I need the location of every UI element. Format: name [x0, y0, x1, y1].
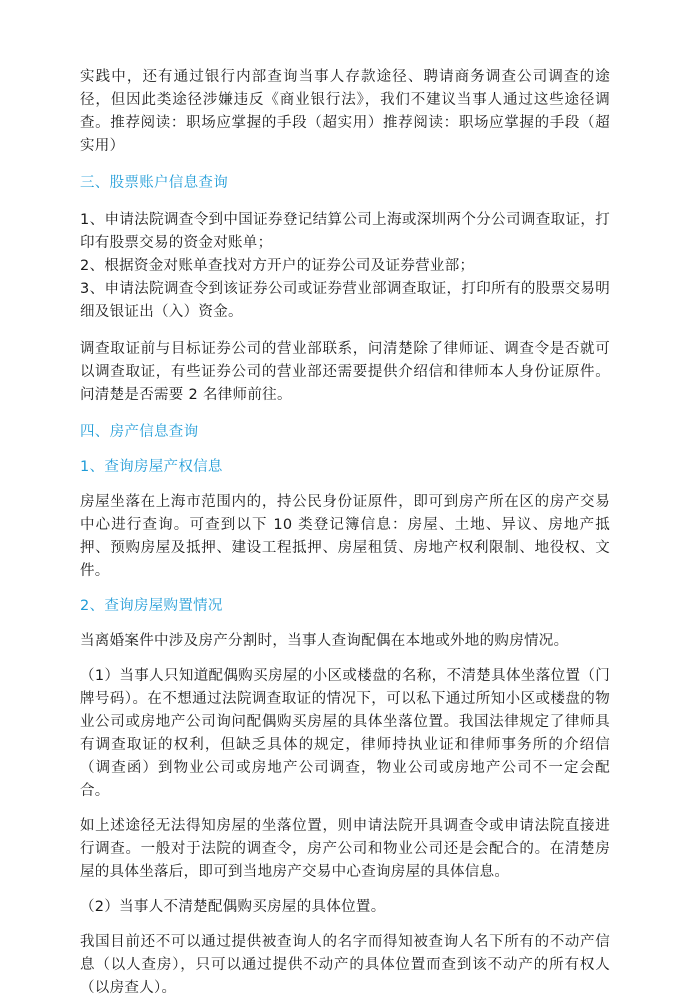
section-heading-house: 四、房产信息查询	[80, 424, 199, 440]
paragraph-last: 我国目前还不可以通过提供被查询人的名字而得知被查询人名下所有的不动产信息（以人查房），只可以通过提供不动产的具体位置而查到该不动产的所有权人（以房查人）。	[80, 934, 610, 996]
stock-step-3: 3、申请法院调查令到该证券公司或证券营业部调查取证，打印所有的股票交易明细及银证出（入）资金。	[80, 281, 610, 320]
section-heading-stock: 三、股票账户信息查询	[80, 175, 228, 191]
paragraph-case-2: （2）当事人不清楚配偶购买房屋的具体位置。	[80, 899, 386, 915]
stock-step-2: 2、根据资金对账单查找对方开户的证券公司及证券营业部；	[80, 258, 475, 274]
paragraph-house-title: 房屋坐落在上海市范围内的，持公民身份证原件，即可到房产所在区的房产交易中心进行查询。可查到以下 10 类登记簿信息：房屋、土地、异议、房地产抵押、预购房屋及抵押、建设工程抵押、房屋租赁、房地产权利限制、地役权、文件。	[80, 494, 610, 579]
paragraph-case-1b: 如上述途径无法得知房屋的坐落位置，则申请法院开具调查令或申请法院直接进行调查。一般对于法院的调查令，房产公司和物业公司还是会配合的。在清楚房屋的具体坐落后，即可到当地房产交易中心查询房屋的具体信息。	[80, 818, 610, 880]
paragraph-house-purchase: 当离婚案件中涉及房产分割时，当事人查询配偶在本地或外地的购房情况。	[80, 633, 569, 649]
stock-step-1: 1、申请法院调查令到中国证券登记结算公司上海或深圳两个分公司调查取证，打印有股票交易的资金对账单；	[80, 212, 610, 251]
paragraph-bank-methods: 实践中，还有通过银行内部查询当事人存款途径、聘请商务调查公司调查的途径，但因此类途径涉嫌违反《商业银行法》，我们不建议当事人通过这些途径调查。推荐阅读：职场应掌握的手段（超实用）推荐阅读：职场应掌握的手段（超实用）	[80, 69, 610, 154]
subheading-house-purchase: 2、查询房屋购置情况	[80, 598, 223, 614]
paragraph-stock-note: 调查取证前与目标证券公司的营业部联系，问清楚除了律师证、调查令是否就可以调查取证，有些证券公司的营业部还需要提供介绍信和律师本人身份证原件。问清楚是否需要 2 名律师前往。	[80, 341, 610, 403]
paragraph-case-1: （1）当事人只知道配偶购买房屋的小区或楼盘的名称，不清楚具体坐落位置（门牌号码）。在不想通过法院调查取证的情况下，可以私下通过所知小区或楼盘的物业公司或房地产公司询问配偶购买房屋的具体坐落位置。我国法律规定了律师具有调查取证的权利，但缺乏具体的规定，律师持执业证和律师事务所的介绍信（调查函）到物业公司或房地产公司调查，物业公司或房地产公司不一定会配合。	[80, 668, 610, 799]
subheading-house-title: 1、查询房屋产权信息	[80, 459, 223, 475]
